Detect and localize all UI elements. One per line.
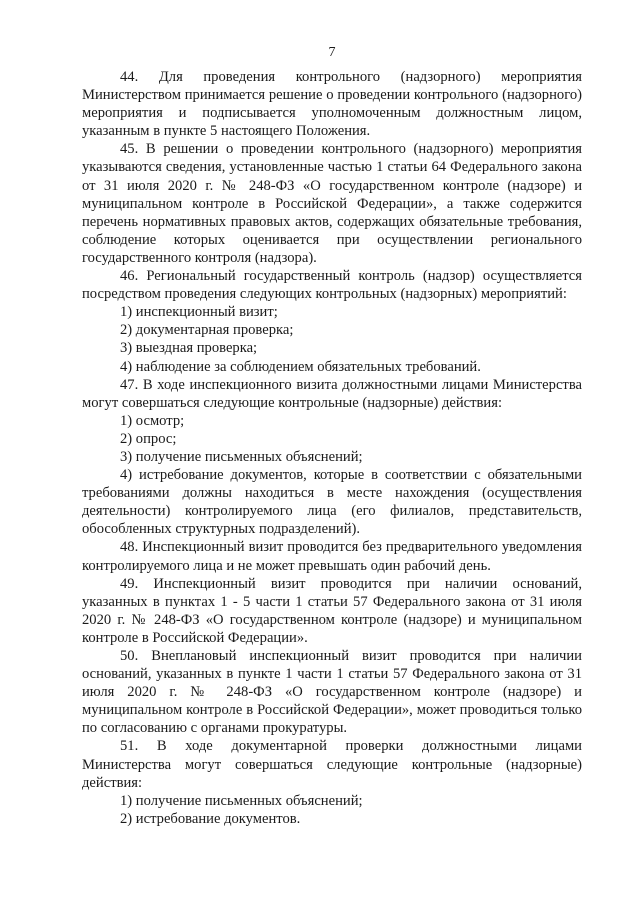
paragraph: 2) истребование документов. <box>120 810 301 827</box>
paragraph: 1) инспекционный визит; <box>120 304 278 321</box>
paragraph: 3) выездная проверка; <box>120 340 258 357</box>
document-body <box>82 68 582 828</box>
paragraph: 45. В решении о проведении контрольного (надзорного) мероприятия указываются сведения, установленные частью 1 статьи 64 Федерального закона от 31 июля 2020 г. № 248-ФЗ «О государственном контроле (надзоре) и муниципальном контроле в Российской Федерации», а также содержится перечень нормативных правовых актов, содержащих обязательные требования, соблюдение которых оценивается при осуществлении регионального государственного контроля (надзора). <box>82 141 582 266</box>
paragraph: 4) наблюдение за соблюдением обязательных требований. <box>120 358 481 375</box>
paragraph: 49. Инспекционный визит проводится при наличии оснований, указанных в пунктах 1 - 5 части 1 статьи 57 Федерального закона от 31 июля 2020 г. № 248-ФЗ «О государственном контроле (надзоре) и муниципальном контроле в Российской Федерации». <box>82 575 582 646</box>
paragraph: 48. Инспекционный визит проводится без предварительного уведомления контролируемого лица и не может превышать один рабочий день. <box>82 539 582 574</box>
paragraph: 1) получение письменных объяснений; <box>120 792 363 809</box>
paragraph: 47. В ходе инспекционного визита должностными лицами Министерства могут совершаться следующие контрольные (надзорные) действия: <box>82 376 582 411</box>
paragraph: 3) получение письменных объяснений; <box>120 448 363 465</box>
paragraph: 2) опрос; <box>120 430 177 447</box>
paragraph: 46. Региональный государственный контроль (надзор) осуществляется посредством проведения следующих контрольных (надзорных) мероприятий: <box>82 268 582 303</box>
paragraph: 1) осмотр; <box>120 412 185 429</box>
paragraph: 4) истребование документов, которые в соответствии с обязательными требованиями должны находиться в месте нахождения (осуществления деятельности) контролируемого лица (его филиалов, представительств, обособленных структурных подразделений). <box>82 467 582 538</box>
page-number: 7 <box>328 45 336 60</box>
paragraph: 51. В ходе документарной проверки должностными лицами Министерства могут совершаться следующие контрольные (надзорные) действия: <box>82 738 582 791</box>
paragraph: 2) документарная проверка; <box>120 322 294 339</box>
paragraph: 44. Для проведения контрольного (надзорного) мероприятия Министерством принимается решение о проведении контрольного (надзорного) мероприятия и подписывается уполномоченным должностным лицом, указанным в пункте 5 настоящего Положения. <box>82 69 582 140</box>
paragraph: 50. Внеплановый инспекционный визит проводится при наличии оснований, указанных в пункте 1 части 1 статьи 57 Федерального закона от 31 июля 2020 г. № 248-ФЗ «О государственном контроле (надзоре) и муниципальном контроле в Российской Федерации», может проводиться только по согласованию с органами прокуратуры. <box>82 648 582 737</box>
